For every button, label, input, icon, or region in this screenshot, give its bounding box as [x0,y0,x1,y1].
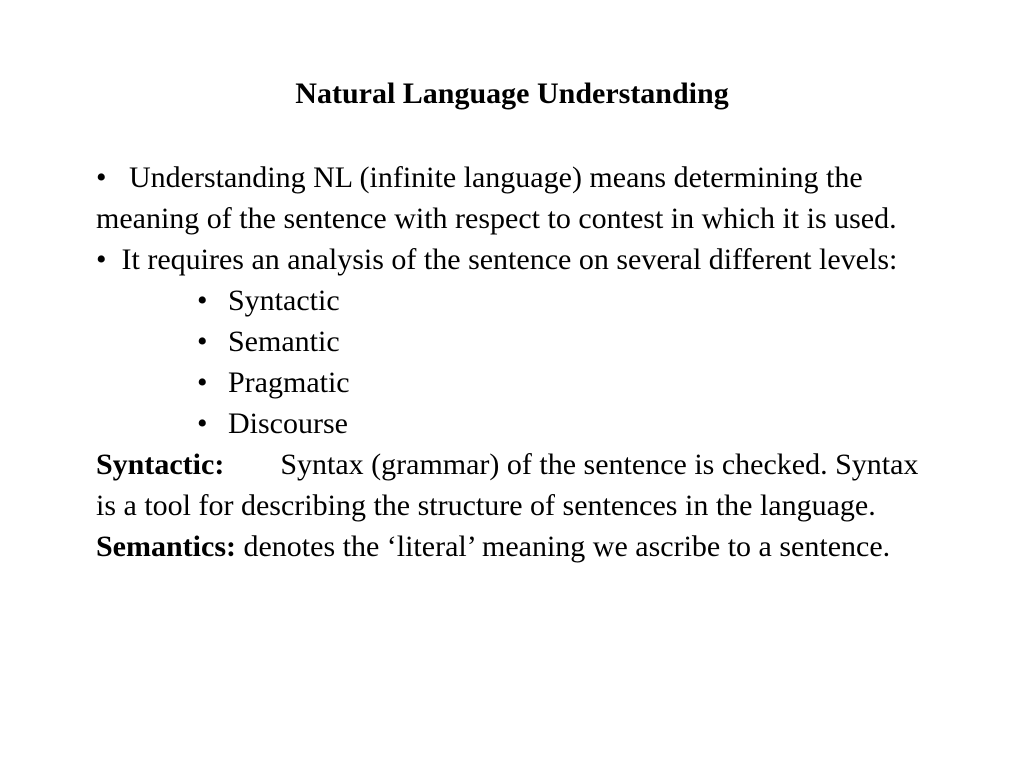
bullet-dot: • [197,325,208,358]
level-item-semantic [96,321,931,362]
level-item-syntactic [96,280,931,321]
slide-title: Natural Language Understanding [295,77,729,110]
slide-body [96,157,931,567]
bullet-dot: • [197,366,208,399]
bullet-dot: • [96,161,107,194]
definition-semantics [96,526,931,567]
level-label: Syntactic [228,284,340,317]
definition-syntactic-text: Syntax (grammar) of the sentence is checked. Syntax is a tool for describing the structure of sentences in the language. [96,448,919,522]
definition-syntactic [96,444,931,526]
bullet-understanding [96,157,931,239]
definition-semantics-text: denotes the ‘literal’ meaning we ascribe to a sentence. [243,530,891,563]
levels-list [96,280,931,444]
bullet-dot: • [197,284,208,317]
level-item-pragmatic [96,362,931,403]
bullet-understanding-text: Understanding NL (infinite language) means determining the meaning of the sentence with respect to contest in which it is used. [96,161,897,235]
bullet-analysis-text: It requires an analysis of the sentence on several different levels: [121,243,898,276]
term-semantics: Semantics: [96,530,236,563]
term-syntactic: Syntactic: [96,448,225,481]
bullet-analysis [96,239,931,280]
level-label: Pragmatic [228,366,350,399]
level-item-discourse [96,403,931,444]
level-label: Semantic [228,325,340,358]
bullet-dot: • [96,243,107,276]
level-label: Discourse [228,407,348,440]
bullet-dot: • [197,407,208,440]
